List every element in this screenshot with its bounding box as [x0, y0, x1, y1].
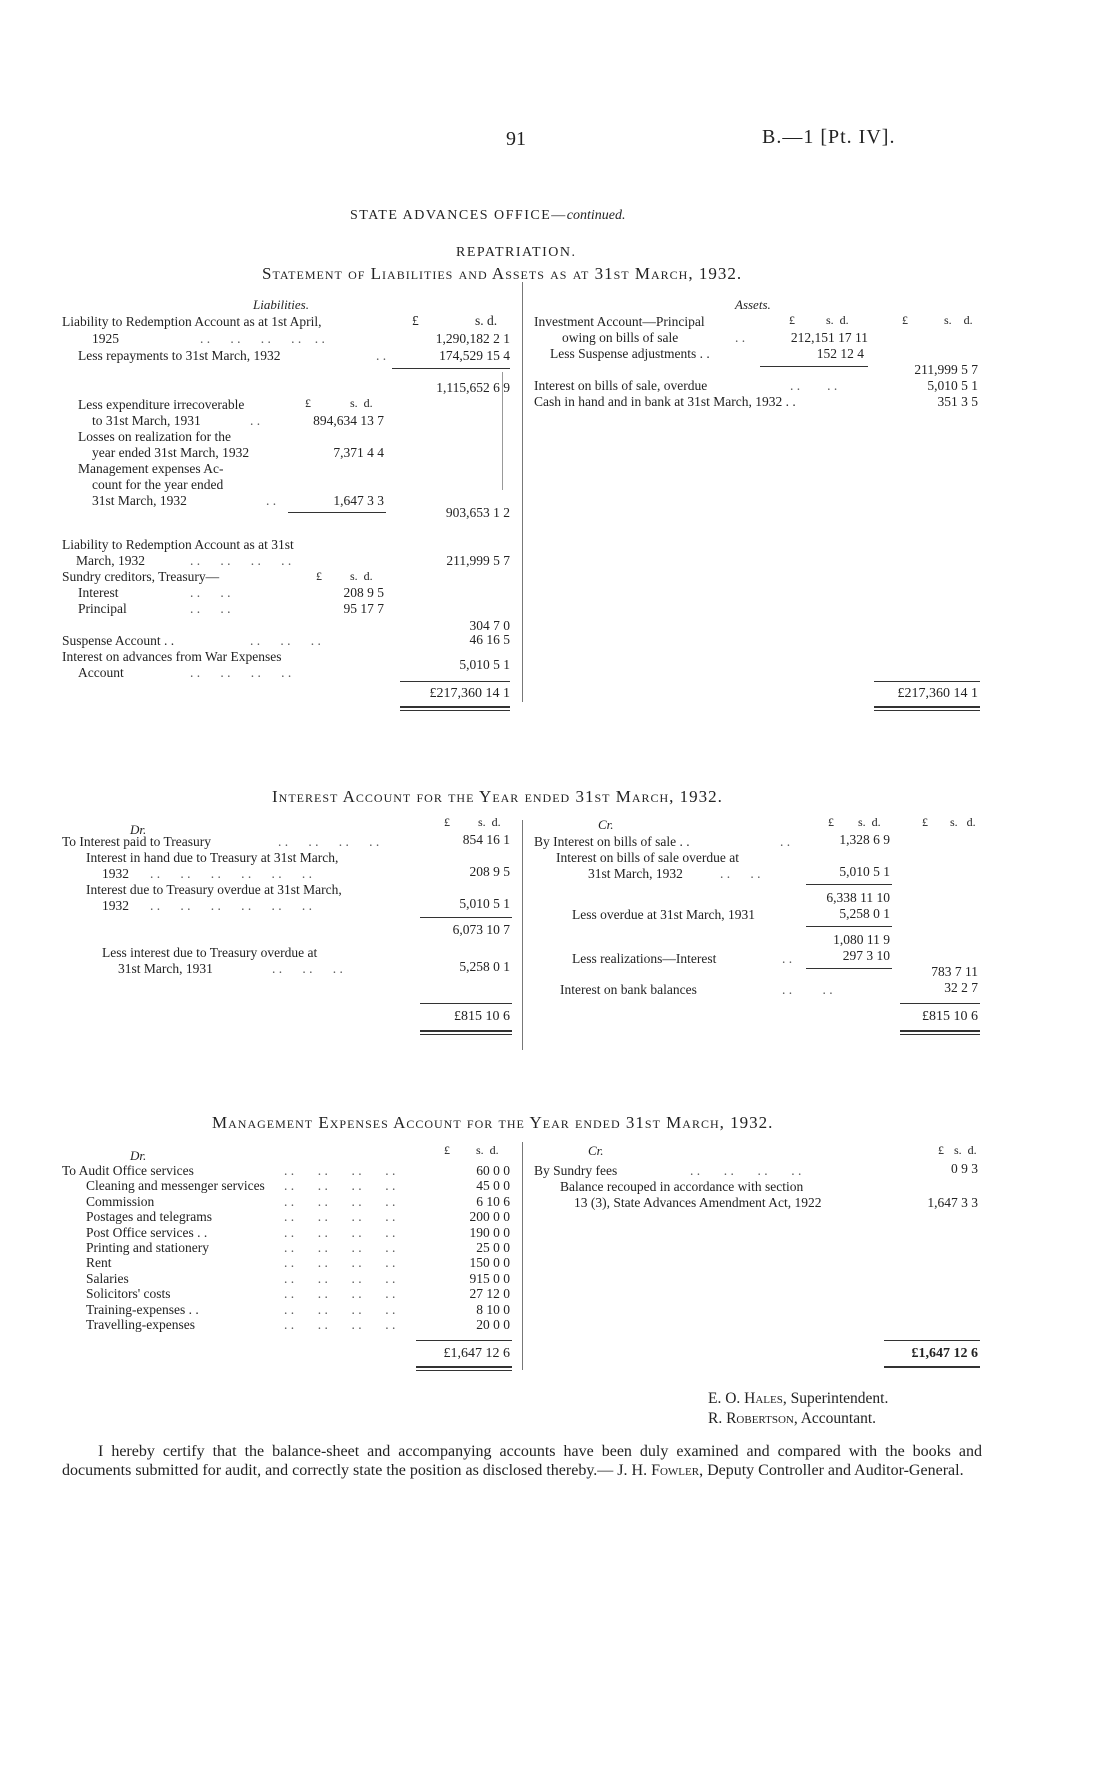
interest-cr-inner-d-head: d.: [871, 815, 881, 829]
liab-line-1a: Liability to Redemption Account as at 1st April,: [62, 314, 322, 329]
interest-dr-amount-3: 5,010 5 1: [459, 896, 510, 911]
liab-line-5b: count for the year ended: [92, 477, 224, 492]
liab-sundry-s-head: s.: [350, 569, 358, 583]
assets-sd-head: [944, 313, 973, 328]
asset-amount-2: 152 12 4: [816, 346, 864, 361]
liab-amount-11: 5,010 5 1: [459, 657, 510, 672]
audit-certificate-text: I hereby certify that the balance-sheet and accompanying accounts have been duly examined and compared with the books and documents submitted for audit, and correctly state the position as disclosed thereby.—: [62, 1443, 982, 1479]
liab-line-9: Principal: [78, 601, 127, 616]
interest-cr-amount-4: 297 3 10: [842, 948, 890, 963]
interest-cr-label: Cr.: [598, 817, 614, 832]
asset-amount-2-total: 211,999 5 7: [914, 362, 978, 377]
management-debit-label: Postages and telegrams: [86, 1209, 212, 1225]
management-dr-total: £1,647 12 6: [443, 1346, 510, 1361]
interest-cr-subtotal-2: 1,080 11 9: [833, 932, 890, 947]
management-debit-amount: 45 0 0: [476, 1178, 510, 1194]
liab-pound-head: £: [412, 313, 419, 328]
management-account-title: Management Expenses Account for the Year ended 31st March, 1932.: [212, 1113, 774, 1132]
management-debit-amount: 915 0 0: [469, 1270, 510, 1286]
liab-line-4b: year ended 31st March, 1932: [92, 445, 250, 460]
management-debit-label: Solicitors' costs: [86, 1286, 171, 1302]
liab-sundry-pound-head: £: [316, 569, 322, 583]
interest-dr-line-4b: 31st March, 1931: [118, 961, 213, 976]
assets-inner-pound-head: £: [789, 313, 795, 327]
interest-dr-amount-1: 854 16 1: [462, 832, 510, 847]
liab-inner-sd-head: [350, 396, 373, 411]
assets-pound-head: £: [902, 313, 908, 327]
interest-dr-line-2b: 1932: [102, 866, 129, 881]
liab-inner-s-head: s.: [350, 396, 358, 410]
liab-sd-head: [475, 313, 497, 329]
interest-dr-label: Dr.: [130, 822, 147, 837]
management-debit-amount: 6 10 6: [476, 1193, 510, 1209]
document-reference: B.—1 [Pt. IV].: [762, 126, 896, 148]
interest-cr-amount-1: 1,328 6 9: [839, 832, 890, 847]
asset-amount-3: 5,010 5 1: [927, 378, 978, 393]
management-cr-s-head: s.: [954, 1143, 962, 1157]
asset-line-3: Interest on bills of sale, overdue: [534, 378, 708, 393]
liab-s-head: s.: [475, 313, 484, 328]
interest-cr-total: £815 10 6: [922, 1009, 978, 1024]
assets-inner-sd-head: [826, 313, 849, 328]
liab-amount-6: 211,999 5 7: [446, 553, 510, 568]
liab-line-10: Suspense Account . .: [62, 633, 175, 648]
liab-amount-9-total: 304 7 0: [469, 618, 510, 633]
audit-certificate: [62, 1442, 982, 1480]
liab-subtotal-2: 903,653 1 2: [445, 505, 510, 520]
management-dr-pound-head: £: [444, 1143, 450, 1157]
assets-d-head: d.: [963, 313, 973, 327]
interest-cr-pound-head: £: [922, 815, 928, 829]
assets-s-head: s.: [944, 313, 952, 327]
assets-total: £217,360 14 1: [897, 686, 978, 701]
interest-cr-line-1: By Interest on bills of sale . .: [534, 834, 690, 849]
management-debit-amount: 20 0 0: [476, 1317, 510, 1332]
interest-dr-line-4a: Less interest due to Treasury overdue at: [102, 945, 318, 960]
management-debit-amount: 190 0 0: [469, 1224, 510, 1240]
liab-inner-pound-head: £: [305, 396, 311, 410]
interest-cr-d-head: d.: [966, 815, 976, 829]
management-cr-label: Cr.: [588, 1143, 604, 1158]
interest-dr-total: £815 10 6: [454, 1009, 510, 1024]
liab-amount-10: 46 16 5: [469, 632, 510, 647]
interest-dr-amount-2: 208 9 5: [469, 864, 510, 879]
liab-amount-9: 95 17 7: [343, 601, 384, 616]
assets-inner-s-head: s.: [826, 313, 834, 327]
liab-line-4a: Losses on realization for the: [78, 429, 231, 444]
statement-title: Statement of Liabilities and Assets as at 31st March, 1932.: [262, 264, 743, 283]
management-cr-amount-2: 1,647 3 3: [927, 1195, 978, 1210]
management-debit-amount: 27 12 0: [469, 1286, 510, 1302]
liab-sundry-sd-head: [350, 569, 373, 584]
interest-dr-amount-4: 5,258 0 1: [459, 959, 510, 974]
office-title-continued: continued.: [566, 208, 626, 223]
assets-heading: Assets.: [735, 297, 771, 312]
management-debit-label: Cleaning and messenger services: [86, 1178, 265, 1194]
management-debit-label: Rent: [86, 1255, 112, 1271]
interest-dr-line-3a: Interest due to Treasury overdue at 31st March,: [86, 882, 342, 897]
liab-line-3a: Less expenditure irrecoverable: [78, 397, 245, 412]
liab-line-3b: to 31st March, 1931: [92, 413, 201, 428]
signature-superintendent-role: , Superintendent.: [782, 1390, 889, 1407]
management-debit-amount: 200 0 0: [469, 1209, 510, 1225]
asset-amount-1: 212,151 17 11: [790, 330, 868, 345]
management-dr-s-head: s.: [476, 1143, 484, 1157]
liab-line-5a: Management expenses Ac-: [78, 461, 224, 476]
management-debit-amount: 150 0 0: [469, 1255, 510, 1271]
management-dr-label: Dr.: [130, 1148, 147, 1163]
liab-line-8: Interest: [78, 585, 119, 600]
liab-line-5c: 31st March, 1932: [92, 493, 187, 508]
signature-superintendent-name: E. O. Hales: [708, 1390, 783, 1407]
management-debit-amount: 25 0 0: [476, 1240, 510, 1255]
interest-cr-amount-4-total: 783 7 11: [931, 964, 978, 979]
liab-line-6b: March, 1932: [76, 553, 145, 568]
management-cr-line-2a: Balance recouped in accordance with section: [560, 1179, 804, 1194]
management-cr-amount-1: 0 9 3: [951, 1161, 978, 1176]
interest-dr-line-2a: Interest in hand due to Treasury at 31st March,: [86, 850, 339, 865]
liab-amount-5: 1,647 3 3: [333, 493, 384, 508]
interest-dr-line-1: To Interest paid to Treasury: [62, 834, 212, 849]
interest-dr-s-head: s.: [478, 815, 486, 829]
management-cr-line-1: By Sundry fees: [534, 1163, 618, 1178]
interest-cr-sd-head: [950, 815, 976, 830]
interest-cr-amount-3: 5,258 0 1: [839, 906, 890, 921]
management-debit-label: Commission: [86, 1193, 155, 1209]
liab-line-6a: Liability to Redemption Account as at 31st: [62, 537, 294, 552]
management-debit-label: Salaries: [86, 1270, 129, 1286]
liab-amount-4: 7,371 4 4: [333, 445, 384, 460]
liab-sundry-d-head: d.: [363, 569, 373, 583]
office-title: [350, 208, 625, 224]
interest-cr-inner-s-head: s.: [858, 815, 866, 829]
liab-amount-1: 1,290,182 2 1: [435, 331, 510, 346]
interest-account-title: Interest Account for the Year ended 31st March, 1932.: [272, 787, 723, 806]
signature-superintendent: [708, 1390, 888, 1408]
liab-amount-2: 174,529 15 4: [439, 348, 510, 363]
management-dr-sd-head: [476, 1143, 499, 1158]
interest-cr-inner-sd-head: [858, 815, 881, 830]
auditor-role: , Deputy Controller and Auditor-General.: [699, 1462, 964, 1479]
management-debit-label: Training-expenses . .: [86, 1301, 199, 1317]
liab-d-head: d.: [487, 313, 498, 328]
liab-line-2: Less repayments to 31st March, 1932: [78, 348, 281, 363]
liab-line-7: Sundry creditors, Treasury—: [62, 569, 220, 584]
asset-line-1a: Investment Account—Principal: [534, 314, 705, 329]
interest-cr-amount-5: 32 2 7: [944, 980, 978, 995]
liab-subtotal-1: 1,115,652 6 9: [436, 380, 510, 395]
management-debit-label: Travelling-expenses: [86, 1317, 195, 1332]
liab-line-11a: Interest on advances from War Expenses: [62, 649, 282, 664]
management-debit-amount: 60 0 0: [476, 1163, 510, 1178]
interest-dr-pound-head: £: [444, 815, 450, 829]
asset-line-2: Less Suspense adjustments . .: [550, 346, 710, 361]
liabilities-total: £217,360 14 1: [429, 686, 510, 701]
management-cr-sd-head: [954, 1143, 977, 1158]
management-dr-d-head: d.: [489, 1143, 499, 1157]
management-cr-d-head: d.: [967, 1143, 977, 1157]
interest-dr-d-head: d.: [491, 815, 501, 829]
interest-cr-subtotal-1: 6,338 11 10: [826, 890, 890, 905]
interest-account-divider: [522, 820, 523, 1050]
liab-inner-d-head: d.: [363, 396, 373, 410]
liab-line-11b: Account: [78, 665, 124, 680]
interest-dr-subtotal: 6,073 10 7: [452, 922, 510, 937]
signature-accountant-name: R. Robertson: [708, 1410, 794, 1427]
asset-line-1b: owing on bills of sale: [562, 330, 679, 345]
section-title: REPATRIATION.: [456, 245, 577, 260]
balance-sheet-divider: [522, 282, 523, 702]
interest-cr-s-head: s.: [950, 815, 958, 829]
management-debit-label: Post Office services . .: [86, 1224, 208, 1240]
management-cr-pound-head: £: [938, 1143, 944, 1157]
liab-amount-3: 894,634 13 7: [313, 413, 384, 428]
auditor-name: J. H. Fowler: [617, 1462, 700, 1479]
liabilities-heading: Liabilities.: [253, 297, 309, 312]
signature-accountant-role: , Accountant.: [793, 1410, 877, 1427]
interest-dr-line-3b: 1932: [102, 898, 129, 913]
liab-amount-8: 208 9 5: [343, 585, 384, 600]
asset-line-4: Cash in hand and in bank at 31st March, 1932 . .: [534, 394, 796, 409]
management-account-divider: [522, 1142, 523, 1370]
interest-dr-sd-head: [478, 815, 501, 830]
interest-cr-line-2a: Interest on bills of sale overdue at: [556, 850, 739, 865]
interest-cr-line-2b: 31st March, 1932: [588, 866, 683, 881]
management-debit-label: Printing and stationery: [86, 1240, 209, 1255]
interest-cr-line-4: Less realizations—Interest: [572, 951, 717, 966]
management-cr-total: £1,647 12 6: [911, 1346, 978, 1361]
management-debit-amount: 8 10 0: [476, 1301, 510, 1317]
interest-cr-line-5: Interest on bank balances: [560, 982, 697, 997]
management-cr-line-2b: 13 (3), State Advances Amendment Act, 1922: [574, 1195, 822, 1210]
management-debit-label: To Audit Office services: [62, 1163, 194, 1178]
assets-inner-d-head: d.: [839, 313, 849, 327]
page-number: 91: [506, 128, 526, 150]
signature-accountant: [708, 1410, 876, 1428]
interest-cr-amount-2: 5,010 5 1: [839, 864, 890, 879]
liab-line-1b: 1925: [92, 331, 119, 346]
office-title-text: STATE ADVANCES OFFICE—: [350, 208, 567, 223]
interest-cr-inner-pound-head: £: [828, 815, 834, 829]
asset-amount-4: 351 3 5: [937, 394, 978, 409]
interest-cr-line-3: Less overdue at 31st March, 1931: [572, 907, 755, 922]
